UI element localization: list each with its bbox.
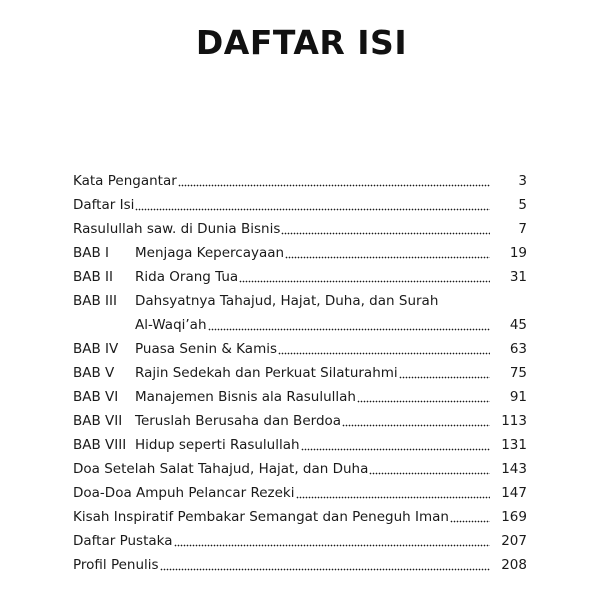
toc-chapter-number: BAB VII xyxy=(73,413,123,429)
dot-leader xyxy=(296,495,491,499)
toc-chapter-number: BAB III xyxy=(73,293,117,309)
dot-leader xyxy=(174,543,490,547)
toc-entry-kisah-inspiratif xyxy=(73,505,527,529)
dot-leader xyxy=(239,279,490,283)
toc-entry-doa-pelancar-rezeki xyxy=(73,481,527,505)
toc-page-number: 3 xyxy=(518,173,527,189)
toc-entry-bab-2 xyxy=(73,265,527,289)
toc-page-number: 63 xyxy=(509,341,527,357)
dot-leader xyxy=(369,471,490,475)
toc-entry-bab-6 xyxy=(73,385,527,409)
dot-leader xyxy=(450,519,490,523)
toc-entry-daftar-pustaka xyxy=(73,529,527,553)
toc-page-number: 207 xyxy=(501,533,527,549)
toc-entry-doa-setelah-salat xyxy=(73,457,527,481)
toc-entry-rasulullah-bisnis xyxy=(73,217,527,241)
toc-entry-bab-5 xyxy=(73,361,527,385)
toc-entry-label: Hidup seperti Rasulullah xyxy=(135,437,300,453)
toc-page-number: 45 xyxy=(509,317,527,333)
dot-leader xyxy=(285,255,490,259)
toc-entry-label: Kisah Inspiratif Pembakar Semangat dan Peneguh Iman xyxy=(73,509,449,525)
toc-page-number: 208 xyxy=(501,557,527,573)
table-of-contents xyxy=(73,169,527,577)
toc-chapter-number: BAB VI xyxy=(73,389,119,405)
toc-entry-profil-penulis xyxy=(73,553,527,577)
toc-page-number: 143 xyxy=(501,461,527,477)
dot-leader xyxy=(278,351,490,355)
toc-entry-kata-pengantar xyxy=(73,169,527,193)
toc-entry-label: Rajin Sedekah dan Perkuat Silaturahmi xyxy=(135,365,398,381)
toc-chapter-number: BAB VIII xyxy=(73,437,127,453)
toc-entry-bab-1 xyxy=(73,241,527,265)
toc-entry-bab-8 xyxy=(73,433,527,457)
toc-page-number: 19 xyxy=(509,245,527,261)
toc-entry-label: Profil Penulis xyxy=(73,557,159,573)
toc-entry-label: Daftar Pustaka xyxy=(73,533,173,549)
toc-page-number: 113 xyxy=(501,413,527,429)
toc-entry-daftar-isi xyxy=(73,193,527,217)
toc-entry-label: Doa-Doa Ampuh Pelancar Rezeki xyxy=(73,485,295,501)
toc-entry-bab-3-continued xyxy=(73,313,527,337)
toc-entry-label: Puasa Senin & Kamis xyxy=(135,341,278,357)
toc-chapter-number: BAB II xyxy=(73,269,114,285)
toc-entry-label: Manajemen Bisnis ala Rasulullah xyxy=(135,389,356,405)
toc-entry-label: Kata Pengantar xyxy=(73,173,177,189)
toc-chapter-number: BAB I xyxy=(73,245,110,261)
dot-leader xyxy=(208,327,490,331)
dot-leader xyxy=(399,375,490,379)
toc-entry-bab-3 xyxy=(73,289,527,313)
dot-leader xyxy=(178,183,490,187)
toc-page-number: 169 xyxy=(501,509,527,525)
toc-entry-label: Teruslah Berusaha dan Berdoa xyxy=(135,413,342,429)
toc-page-number: 147 xyxy=(501,485,527,501)
toc-entry-label: Menjaga Kepercayaan xyxy=(135,245,285,261)
toc-entry-label: Dahsyatnya Tahajud, Hajat, Duha, dan Surah xyxy=(135,293,439,309)
toc-entry-label: Doa Setelah Salat Tahajud, Hajat, dan Duha xyxy=(73,461,369,477)
toc-entry-label: Rasulullah saw. di Dunia Bisnis xyxy=(73,221,281,237)
toc-page-number: 91 xyxy=(509,389,527,405)
dot-leader xyxy=(301,447,490,451)
dot-leader xyxy=(135,207,490,211)
dot-leader xyxy=(357,399,490,403)
toc-entry-label: Rida Orang Tua xyxy=(135,269,239,285)
toc-page-number: 7 xyxy=(518,221,527,237)
dot-leader xyxy=(342,423,490,427)
toc-chapter-number: BAB V xyxy=(73,365,115,381)
toc-entry-label: Al-Waqi’ah xyxy=(135,317,207,333)
toc-page-number: 75 xyxy=(509,365,527,381)
toc-page-number: 131 xyxy=(501,437,527,453)
toc-page-number: 31 xyxy=(509,269,527,285)
toc-entry-bab-4 xyxy=(73,337,527,361)
dot-leader xyxy=(160,567,490,571)
toc-entry-label: Daftar Isi xyxy=(73,197,135,213)
toc-chapter-number: BAB IV xyxy=(73,341,119,357)
page-title: DAFTAR ISI xyxy=(195,23,408,62)
dot-leader xyxy=(281,231,490,235)
toc-page-number: 5 xyxy=(518,197,527,213)
toc-entry-bab-7 xyxy=(73,409,527,433)
